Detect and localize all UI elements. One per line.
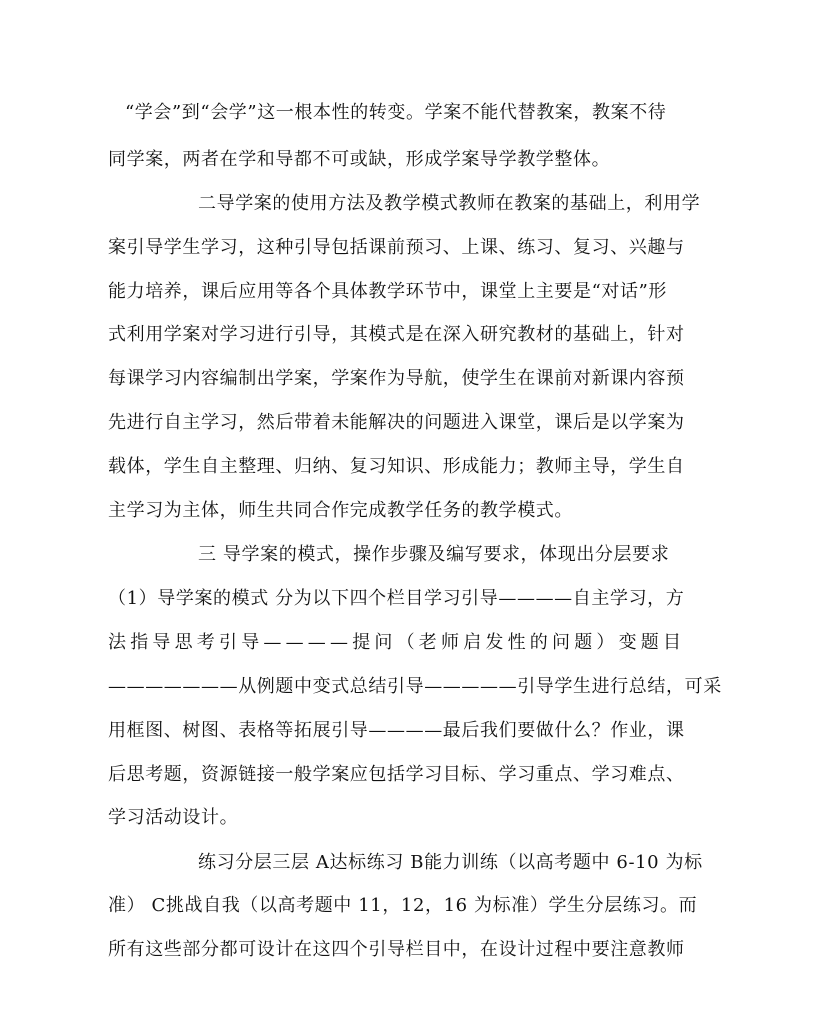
body-text-line: “学会”到“会学”这一根本性的转变。学案不能代替教案，教案不待 <box>125 102 667 123</box>
body-text-line: 用框图、树图、表格等拓展引导————最后我们要做什么？作业，课 <box>108 720 685 741</box>
body-text-line: 载体，学生自主整理、归纳、复习知识、形成能力；教师主导，学生自 <box>108 456 685 477</box>
practice-levels-line: 练习分层三层 A达标练习 B能力训练（以高考题中 6-10 为标 <box>198 852 703 873</box>
body-text-line: 案引导学生学习，这种引导包括课前预习、上课、练习、复习、兴趣与 <box>108 237 685 258</box>
body-text-line: 所有这些部分都可设计在这四个引导栏目中，在设计过程中要注意教师 <box>108 939 685 960</box>
body-text-line: 能力培养，课后应用等各个具体教学环节中，课堂上主要是“对话”形 <box>108 281 668 302</box>
section-2-heading-line: 二导学案的使用方法及教学模式教师在教案的基础上，利用学 <box>198 193 701 214</box>
body-text-line: ———————从例题中变式总结引导—————引导学生进行总结，可采 <box>108 676 722 697</box>
body-text-line: （1）导学案的模式 分为以下四个栏目学习引导————自主学习，方 <box>108 588 685 609</box>
body-text-line: 先进行自主学习，然后带着未能解决的问题进入课堂，课后是以学案为 <box>108 412 685 433</box>
body-text-line: 每课学习内容编制出学案，学案作为导航，使学生在课前对新课内容预 <box>108 368 685 389</box>
body-text-line: 主学习为主体，师生共同合作完成教学任务的教学模式。 <box>108 500 573 521</box>
body-text-line: 准） C挑战自我（以高考题中 11，12，16 为标准）学生分层练习。而 <box>108 895 698 916</box>
section-3-heading-line: 三 导学案的模式，操作步骤及编写要求，体现出分层要求 <box>198 544 670 565</box>
body-text-line: 后思考题，资源链接一般学案应包括学习目标、学习重点、学习难点、 <box>108 764 685 785</box>
body-text-line: 法指导思考引导————提问（老师启发性的问题）变题目 <box>108 632 686 653</box>
body-text-line: 同学案，两者在学和导都不可或缺，形成学案导学教学整体。 <box>108 149 611 170</box>
body-text-line: 式利用学案对学习进行引导，其模式是在深入研究教材的基础上，针对 <box>108 324 685 345</box>
body-text-line: 学习活动设计。 <box>108 807 239 828</box>
